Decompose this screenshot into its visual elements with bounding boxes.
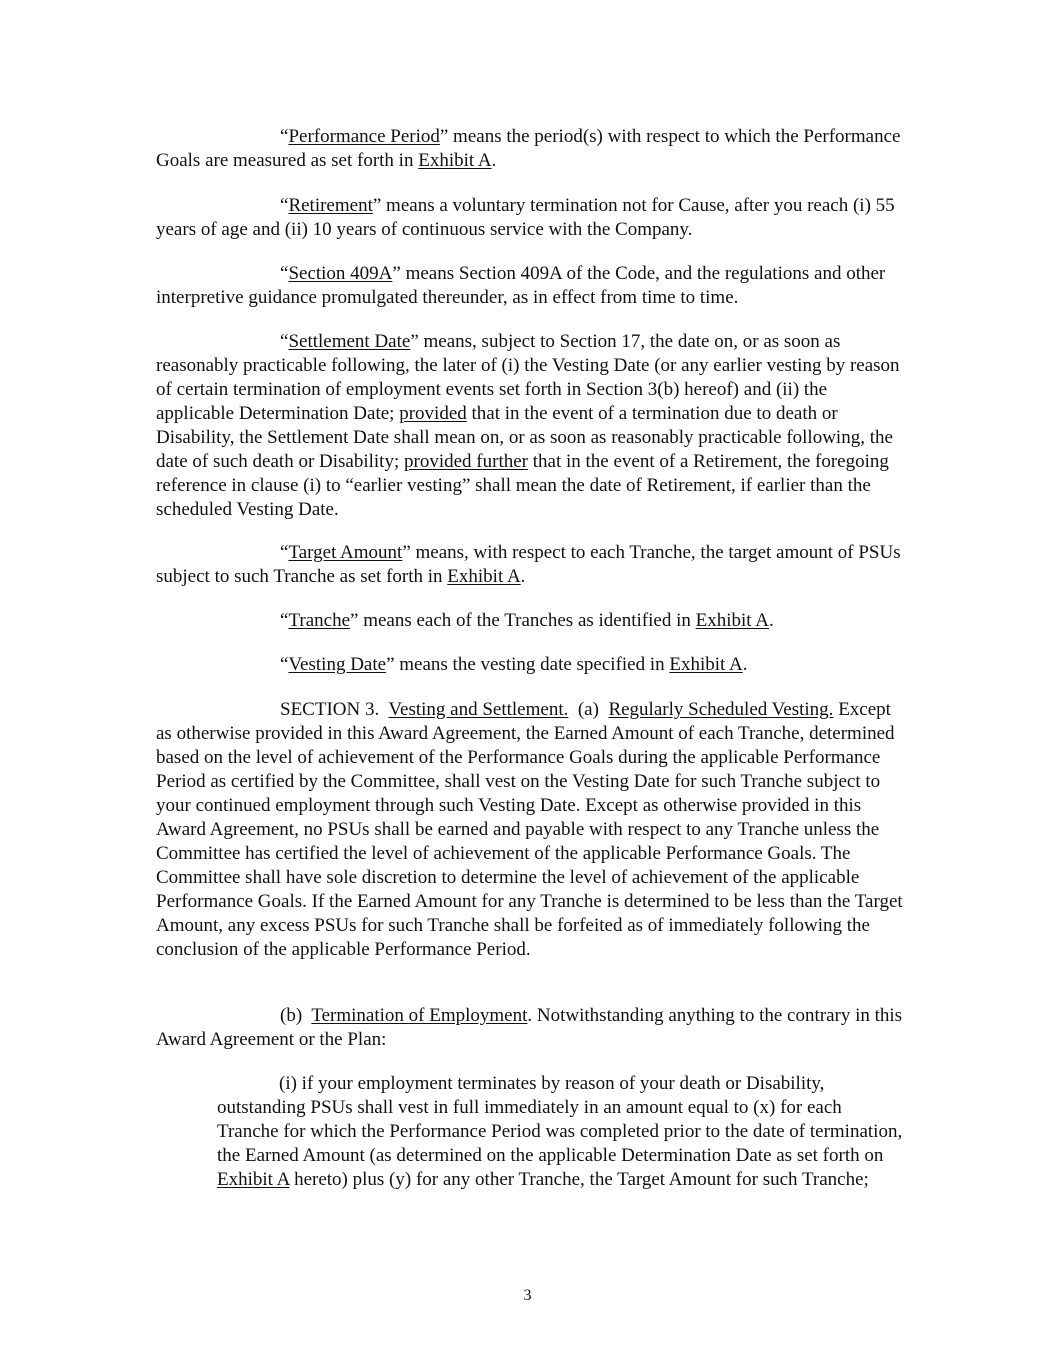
- defined-term: Tranche: [288, 610, 351, 631]
- defined-term: Target Amount: [288, 542, 403, 563]
- defined-term: Section 409A: [288, 263, 393, 284]
- exhibit-a-reference: Exhibit A: [695, 610, 769, 631]
- defined-term: Settlement Date: [288, 331, 411, 352]
- defined-term: Performance Period: [288, 126, 440, 147]
- definition-performance-period: “Performance Period” means the period(s) with respect to which the Performance Goals are measured as set forth in Exhibit A.: [156, 126, 901, 171]
- section-3b-i-paragraph: (i) if your employment terminates by reason of your death or Disability, outstanding PSUs shall vest in full immediately in an amount equal to (x) for each Tranche for which the Performance Period was completed prior to the date of termination, the Earned Amount (as determined on the applicable Determination Date as set forth on Exhibit A hereto) plus (y) for any other Tranche, the Target Amount for such Tranche;: [217, 1073, 903, 1190]
- section-3-body: Except as otherwise provided in this Award Agreement, the Earned Amount of each Tranche, determined based on the level of achievement of the Performance Goals during the applicable Performance Period as certified by the Committee, shall vest on the Vesting Date for such Tranche subject to your continued employment through such Vesting Date. Except as otherwise provided in this Award Agreement, no PSUs shall be earned and payable with respect to any Tranche unless the Committee has certified the level of achievement of the applicable Performance Goals. The Committee shall have sole discretion to determine the level of achievement of the applicable Performance Goals. If the Earned Amount for any Tranche is determined to be less than the Target Amount, any excess PSUs for such Tranche shall be forfeited as of immediately following the conclusion of the applicable Performance Period.: [156, 699, 903, 960]
- provided-term: provided: [399, 403, 467, 424]
- section-3-paragraph: [156, 698, 906, 962]
- page-number: 3: [523, 1287, 532, 1304]
- exhibit-a-reference: Exhibit A: [418, 150, 492, 171]
- defined-term: Vesting Date: [288, 654, 387, 675]
- definition-retirement: “Retirement” means a voluntary termination not for Cause, after you reach (i) 55 years of age and (ii) 10 years of continuous service with the Company.: [156, 195, 895, 240]
- section-3-title: Vesting and Settlement.: [388, 699, 569, 720]
- exhibit-a-reference: Exhibit A: [217, 1169, 290, 1190]
- section-3b-paragraph: (b) Termination of Employment. Notwithstanding anything to the contrary in this Award Agreement or the Plan:: [156, 1005, 903, 1050]
- definition-tranche: “Tranche” means each of the Tranches as identified in Exhibit A.: [280, 610, 774, 631]
- definition-settlement-date: “Settlement Date” means, subject to Section 17, the date on, or as soon as reasonably practicable following, the later of (i) the Vesting Date (or any earlier vesting by reason of certain termination of employment events set forth in Section 3(b) hereof) and (ii) the applicable Determination Date; provided that in the event of a termination due to death or Disability, the Settlement Date shall mean on, or as soon as reasonably practicable following, the date of such death or Disability; provided further that in the event of a Retirement, the foregoing reference in clause (i) to “earlier vesting” shall mean the date of Retirement, if earlier than the scheduled Vesting Date.: [156, 331, 900, 520]
- subsection-b-title: Termination of Employment: [311, 1005, 528, 1026]
- exhibit-a-reference: Exhibit A: [447, 566, 521, 587]
- subsection-a-title: Regularly Scheduled Vesting.: [608, 699, 834, 720]
- defined-term: Retirement: [288, 195, 373, 216]
- subsection-b-label: (b): [280, 1005, 303, 1026]
- definition-vesting-date: “Vesting Date” means the vesting date specified in Exhibit A.: [280, 654, 748, 675]
- section-3-label: SECTION 3.: [280, 699, 380, 720]
- provided-further-term: provided further: [404, 451, 528, 472]
- definition-section-409a: “Section 409A” means Section 409A of the Code, and the regulations and other interpretive guidance promulgated thereunder, as in effect from time to time.: [156, 263, 886, 308]
- exhibit-a-reference: Exhibit A: [669, 654, 743, 675]
- definition-target-amount: “Target Amount” means, with respect to each Tranche, the target amount of PSUs subject to such Tranche as set forth in Exhibit A.: [156, 542, 901, 587]
- subsection-a-label: (a): [577, 699, 599, 720]
